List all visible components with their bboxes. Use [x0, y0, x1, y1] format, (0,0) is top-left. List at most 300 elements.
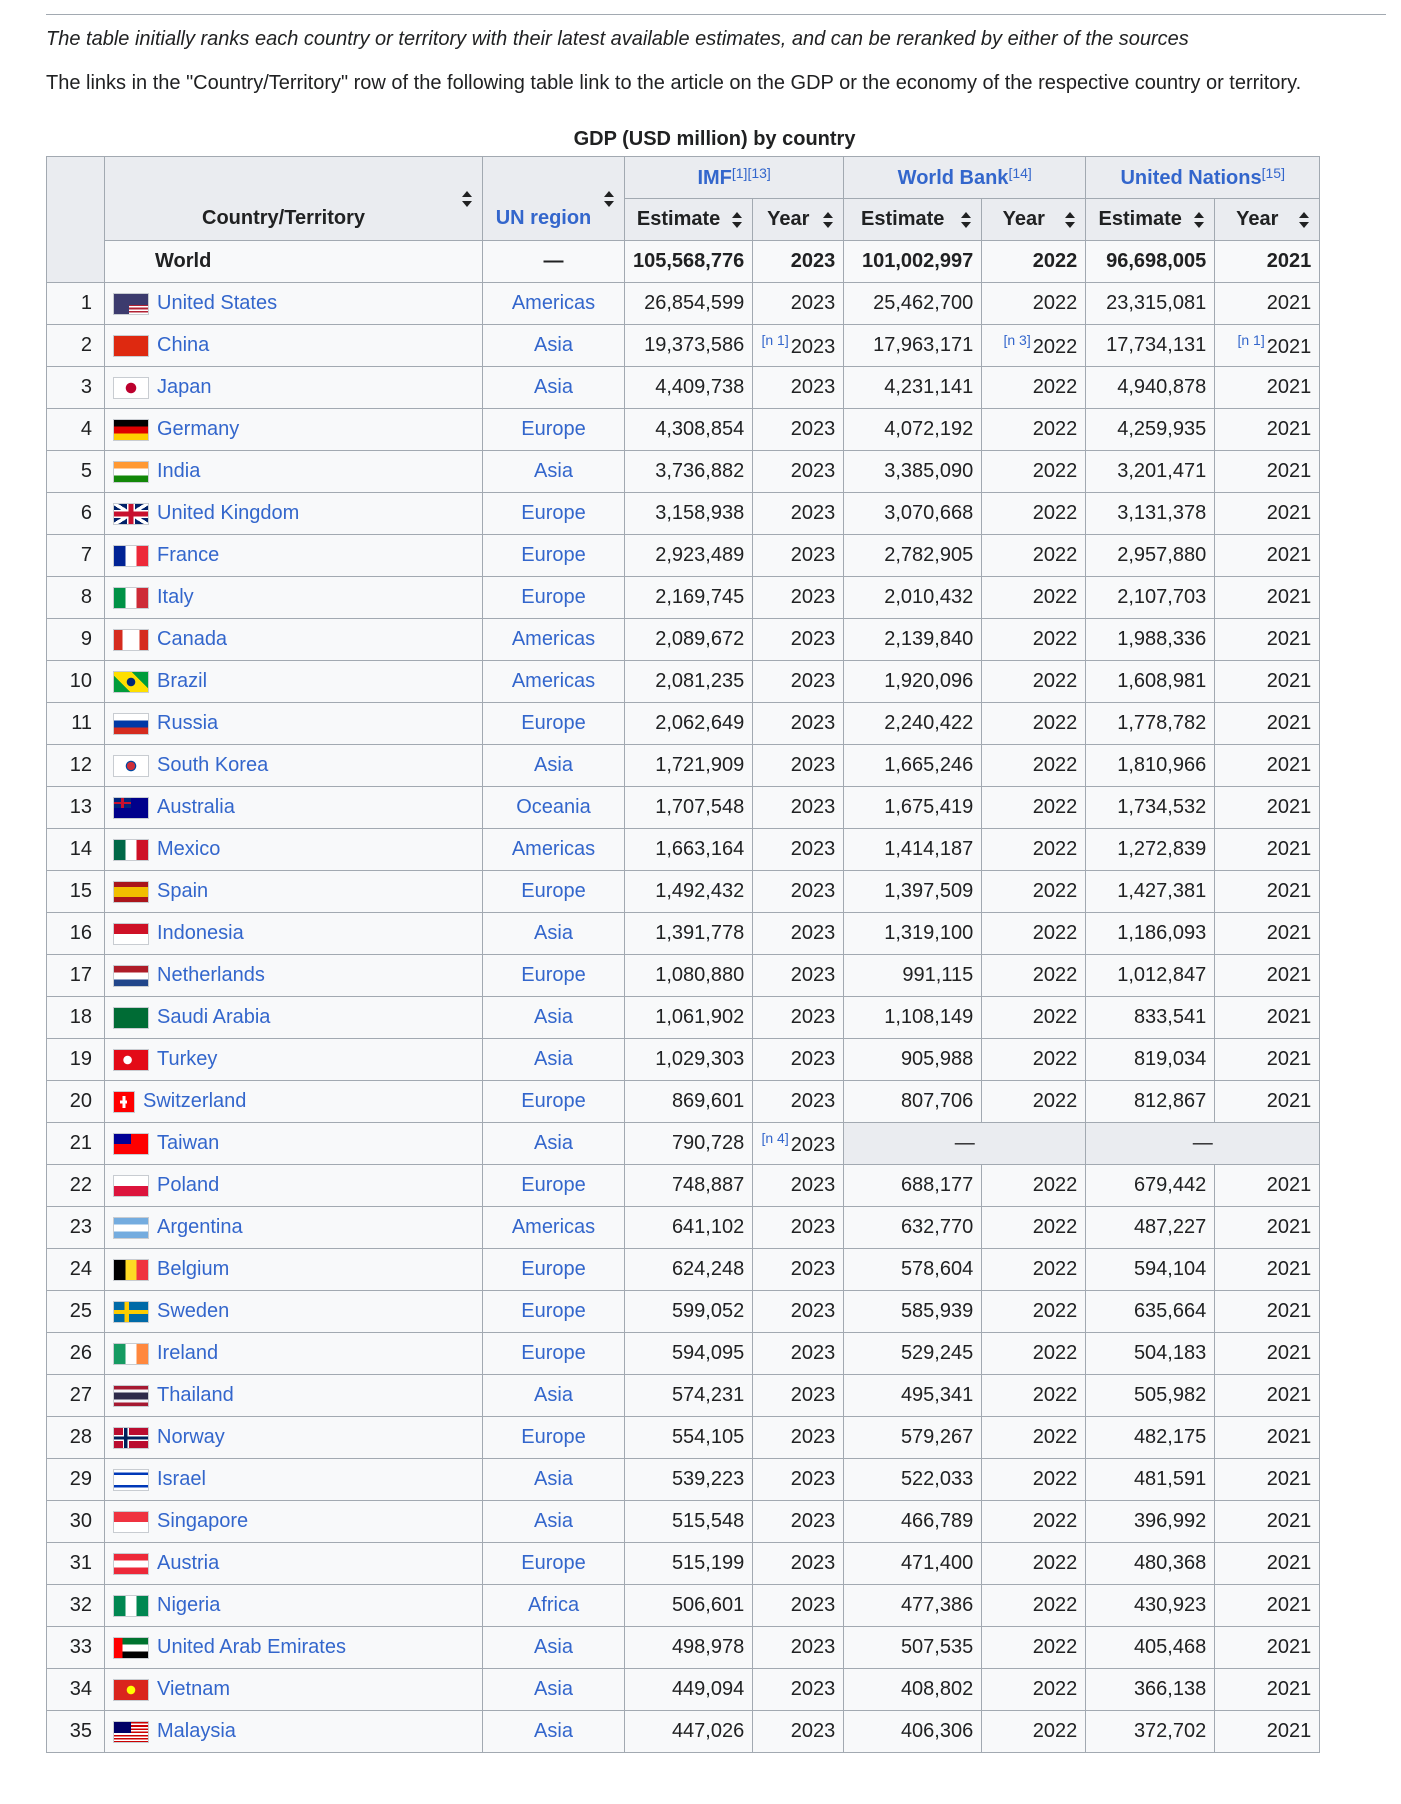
region-cell — [483, 1459, 625, 1501]
un-year-cell — [1215, 1543, 1320, 1585]
country-link[interactable]: Austria — [157, 1552, 220, 1574]
rank-cell: 3 — [47, 367, 105, 409]
un-estimate-cell: 1,186,093 — [1086, 913, 1215, 955]
imf-estimate-cell: 1,080,880 — [625, 955, 753, 997]
year-value: 2021 — [1266, 1300, 1312, 1322]
year-value: 2021 — [1266, 292, 1312, 314]
region-link[interactable]: Europe — [521, 1342, 586, 1364]
imf-year-cell — [753, 283, 844, 325]
wb-year-cell — [982, 955, 1086, 997]
table-row — [47, 1081, 1320, 1123]
un-source-header — [1086, 157, 1320, 199]
year-value: 2022 — [1032, 418, 1078, 440]
year-value: 2021 — [1266, 628, 1312, 650]
un-estimate-cell: 1,012,847 — [1086, 955, 1215, 997]
country-link[interactable]: South Korea — [157, 754, 269, 776]
rank-cell: 2 — [47, 325, 105, 367]
flag-kr-icon — [113, 755, 149, 777]
country-link[interactable]: United States — [157, 292, 278, 314]
year-value: 2022 — [1032, 1678, 1078, 1700]
region-link[interactable]: Americas — [511, 838, 596, 860]
region-link[interactable]: Asia — [534, 1636, 573, 1658]
un-estimate-cell: 1,988,336 — [1086, 619, 1215, 661]
region-link[interactable]: Asia — [534, 754, 573, 776]
wb-estimate-cell: 578,604 — [844, 1249, 982, 1291]
year-value: 2021 — [1266, 1384, 1312, 1406]
un-ref[interactable]: [15] — [1261, 165, 1285, 181]
country-cell — [105, 367, 483, 409]
un-link[interactable]: United Nations — [1120, 167, 1262, 189]
flag-cn-icon — [113, 335, 149, 357]
un-year-cell — [1215, 367, 1320, 409]
un-estimate-cell: 1,608,981 — [1086, 661, 1215, 703]
imf-year-cell — [753, 619, 844, 661]
table-row — [47, 1291, 1320, 1333]
country-link[interactable]: Argentina — [157, 1216, 243, 1238]
region-link[interactable]: Asia — [534, 376, 573, 398]
region-cell — [483, 409, 625, 451]
region-cell — [483, 1501, 625, 1543]
rank-cell: 12 — [47, 745, 105, 787]
country-link[interactable]: Poland — [157, 1174, 220, 1196]
wb-estimate-cell: 688,177 — [844, 1165, 982, 1207]
un-year-cell — [1215, 829, 1320, 871]
footnote-link[interactable]: [n 1] — [1237, 332, 1265, 348]
year-value: 2022 — [1032, 880, 1078, 902]
wb-year-header[interactable] — [982, 199, 1086, 241]
region-cell — [483, 1291, 625, 1333]
flag-il-icon — [113, 1469, 149, 1491]
country-link[interactable]: Saudi Arabia — [157, 1006, 271, 1028]
un-year-cell — [1215, 1459, 1320, 1501]
table-row — [47, 1123, 1320, 1165]
wb-estimate-cell: 495,341 — [844, 1375, 982, 1417]
country-cell — [105, 997, 483, 1039]
region-cell — [483, 1207, 625, 1249]
country-cell — [105, 1669, 483, 1711]
flag-es-icon — [113, 881, 149, 903]
country-cell — [105, 619, 483, 661]
wb-estimate-cell: 529,245 — [844, 1333, 982, 1375]
table-row — [47, 493, 1320, 535]
sort-arrows-icon[interactable] — [961, 211, 971, 229]
year-value: 2022 — [1032, 1426, 1078, 1448]
un-estimate-cell: 3,131,378 — [1086, 493, 1215, 535]
country-link[interactable]: Switzerland — [143, 1090, 247, 1112]
region-link[interactable]: Asia — [534, 1006, 573, 1028]
country-link[interactable]: Singapore — [157, 1510, 249, 1532]
imf-estimate-cell: 515,199 — [625, 1543, 753, 1585]
region-link[interactable]: Europe — [521, 418, 586, 440]
wb-year-cell — [982, 283, 1086, 325]
country-cell — [105, 703, 483, 745]
footnote-link[interactable]: [n 1] — [761, 332, 789, 348]
un-missing-cell: — — [1086, 1123, 1320, 1165]
region-cell — [483, 1669, 625, 1711]
country-link[interactable]: Brazil — [157, 670, 208, 692]
region-column-header[interactable] — [483, 157, 625, 241]
wb-year-cell — [982, 745, 1086, 787]
region-link[interactable]: Americas — [511, 670, 596, 692]
year-value: 2021 — [1266, 754, 1312, 776]
imf-link[interactable]: IMF — [697, 167, 732, 189]
region-cell — [483, 1123, 625, 1165]
year-value: 2023 — [790, 712, 836, 734]
imf-year-cell — [753, 829, 844, 871]
flag-tr-icon — [113, 1049, 149, 1071]
flag-ca-icon — [113, 629, 149, 651]
imf-estimate-cell: 1,061,902 — [625, 997, 753, 1039]
region-cell — [483, 325, 625, 367]
wb-year-cell — [982, 1039, 1086, 1081]
region-cell — [483, 1627, 625, 1669]
year-value: 2022 — [1032, 1174, 1078, 1196]
wb-estimate-cell: 1,319,100 — [844, 913, 982, 955]
country-link[interactable]: Turkey — [157, 1048, 218, 1070]
world-wb-year: 2022 — [982, 241, 1086, 283]
region-link[interactable]: Oceania — [516, 796, 591, 818]
un-estimate-cell: 430,923 — [1086, 1585, 1215, 1627]
un-estimate-cell: 481,591 — [1086, 1459, 1215, 1501]
flag-no-icon — [113, 1427, 149, 1449]
un-year-cell — [1215, 1711, 1320, 1753]
region-cell — [483, 829, 625, 871]
sort-arrows-icon[interactable] — [1194, 211, 1204, 229]
wb-year-cell — [982, 997, 1086, 1039]
world-row — [47, 241, 1320, 283]
country-link[interactable]: Vietnam — [157, 1678, 231, 1700]
year-value: 2022 — [1032, 712, 1078, 734]
flag-ae-icon — [113, 1637, 149, 1659]
region-link[interactable]: Europe — [521, 1426, 586, 1448]
un-year-cell — [1215, 787, 1320, 829]
region-link[interactable]: Asia — [534, 334, 573, 356]
region-link[interactable]: Europe — [521, 544, 586, 566]
region-link[interactable]: Europe — [521, 964, 586, 986]
flag-my-icon — [113, 1721, 149, 1743]
year-label: Year — [1002, 208, 1045, 230]
country-link[interactable]: Germany — [157, 418, 240, 440]
rank-cell: 11 — [47, 703, 105, 745]
country-link[interactable]: Ireland — [157, 1342, 219, 1364]
flag-jp-icon — [113, 377, 149, 399]
country-link[interactable]: Netherlands — [157, 964, 265, 986]
un-estimate-cell: 482,175 — [1086, 1417, 1215, 1459]
region-link[interactable]: Europe — [521, 586, 586, 608]
year-value: 2022 — [1032, 1552, 1078, 1574]
wb-estimate-cell: 3,070,668 — [844, 493, 982, 535]
un-estimate-cell: 1,272,839 — [1086, 829, 1215, 871]
country-link[interactable]: Norway — [157, 1426, 225, 1448]
region-link[interactable]: Asia — [534, 1510, 573, 1532]
flag-sa-icon — [113, 1007, 149, 1029]
year-value: 2022 — [1032, 544, 1078, 566]
region-link[interactable]: Europe — [521, 712, 586, 734]
region-link[interactable]: Americas — [511, 1216, 596, 1238]
region-link[interactable]: Europe — [521, 880, 586, 902]
country-link[interactable]: Malaysia — [157, 1720, 236, 1742]
wb-estimate-cell: 1,397,509 — [844, 871, 982, 913]
flag-nl-icon — [113, 965, 149, 987]
country-column-header[interactable] — [105, 157, 483, 241]
sort-arrows-icon[interactable] — [732, 211, 742, 229]
country-link[interactable]: Taiwan — [157, 1132, 220, 1154]
imf-year-cell — [753, 1375, 844, 1417]
imf-estimate-cell: 574,231 — [625, 1375, 753, 1417]
sort-arrows-icon[interactable] — [1065, 211, 1075, 229]
rank-cell: 28 — [47, 1417, 105, 1459]
un-year-cell — [1215, 661, 1320, 703]
country-cell — [105, 1375, 483, 1417]
imf-ref[interactable]: [1][13] — [731, 165, 771, 181]
flag-us-icon — [113, 293, 149, 315]
region-cell — [483, 1585, 625, 1627]
country-cell — [105, 787, 483, 829]
imf-year-cell — [753, 1081, 844, 1123]
worldbank-ref[interactable]: [14] — [1008, 165, 1032, 181]
imf-estimate-cell: 539,223 — [625, 1459, 753, 1501]
flag-ar-icon — [113, 1217, 149, 1239]
year-value: 2021 — [1266, 1090, 1312, 1112]
region-link[interactable]: Europe — [521, 1258, 586, 1280]
wb-estimate-cell: 2,010,432 — [844, 577, 982, 619]
year-value: 2021 — [1266, 670, 1312, 692]
year-value: 2022 — [1032, 1384, 1078, 1406]
un-estimate-cell: 3,201,471 — [1086, 451, 1215, 493]
wb-year-cell — [982, 1207, 1086, 1249]
un-year-cell — [1215, 1669, 1320, 1711]
country-link[interactable]: Italy — [157, 586, 194, 608]
imf-year-header[interactable] — [753, 199, 844, 241]
sort-arrows-icon[interactable] — [462, 190, 472, 208]
flag-in-icon — [113, 461, 149, 483]
sort-arrows-icon[interactable] — [604, 190, 614, 208]
footnote-link[interactable]: [n 4] — [761, 1130, 789, 1146]
wb-year-cell — [982, 1459, 1086, 1501]
region-link[interactable]: Asia — [534, 1678, 573, 1700]
region-link[interactable]: Asia — [534, 1384, 573, 1406]
country-link[interactable]: Mexico — [157, 838, 221, 860]
wb-year-cell — [982, 409, 1086, 451]
rank-cell: 4 — [47, 409, 105, 451]
year-value: 2022 — [1032, 586, 1078, 608]
country-link[interactable]: Japan — [157, 376, 212, 398]
wb-estimate-cell: 2,139,840 — [844, 619, 982, 661]
year-value: 2023 — [790, 1090, 836, 1112]
wb-estimate-cell: 507,535 — [844, 1627, 982, 1669]
wb-estimate-cell: 4,072,192 — [844, 409, 982, 451]
imf-year-cell — [753, 997, 844, 1039]
region-link[interactable]: Asia — [534, 1468, 573, 1490]
imf-year-cell — [753, 1543, 844, 1585]
intro-paragraph: The links in the "Country/Territory" row of the following table link to the article on the GDP or the economy of the respective country or territory. — [46, 72, 1302, 94]
wb-year-cell — [982, 1417, 1086, 1459]
flag-be-icon — [113, 1259, 149, 1281]
year-value: 2021 — [1266, 418, 1312, 440]
un-estimate-cell: 594,104 — [1086, 1249, 1215, 1291]
un-year-cell — [1215, 913, 1320, 955]
country-link[interactable]: Belgium — [157, 1258, 230, 1280]
year-value: 2022 — [1032, 1258, 1078, 1280]
table-row — [47, 1039, 1320, 1081]
un-year-cell — [1215, 325, 1320, 367]
region-link[interactable]: Asia — [534, 1048, 573, 1070]
region-link[interactable]: Americas — [511, 292, 596, 314]
wb-estimate-cell: 471,400 — [844, 1543, 982, 1585]
wb-year-cell — [982, 1627, 1086, 1669]
country-link[interactable]: Israel — [157, 1468, 206, 1490]
year-value: 2021 — [1266, 1510, 1312, 1532]
un-estimate-cell: 487,227 — [1086, 1207, 1215, 1249]
country-link[interactable]: Australia — [157, 796, 235, 818]
un-estimate-cell: 819,034 — [1086, 1039, 1215, 1081]
year-value: 2022 — [1032, 1048, 1078, 1070]
region-cell — [483, 661, 625, 703]
rank-cell: 8 — [47, 577, 105, 619]
year-value: 2023 — [790, 336, 836, 358]
rank-cell: 30 — [47, 1501, 105, 1543]
country-cell — [105, 1039, 483, 1081]
rank-cell: 14 — [47, 829, 105, 871]
table-row — [47, 661, 1320, 703]
worldbank-source-header — [844, 157, 1086, 199]
year-value: 2023 — [790, 1678, 836, 1700]
year-value: 2021 — [1266, 1342, 1312, 1364]
rank-cell: 16 — [47, 913, 105, 955]
region-link[interactable]: Asia — [534, 922, 573, 944]
year-value: 2023 — [790, 754, 836, 776]
wb-estimate-cell: 408,802 — [844, 1669, 982, 1711]
region-link[interactable]: Asia — [534, 1720, 573, 1742]
wb-estimate-cell: 585,939 — [844, 1291, 982, 1333]
table-row — [47, 367, 1320, 409]
region-cell — [483, 1711, 625, 1753]
wb-estimate-cell: 17,963,171 — [844, 325, 982, 367]
un-year-cell — [1215, 1585, 1320, 1627]
country-link[interactable]: United Kingdom — [157, 502, 300, 524]
year-value: 2022 — [1032, 1636, 1078, 1658]
year-value: 2021 — [1266, 460, 1312, 482]
region-link[interactable]: Europe — [521, 1090, 586, 1112]
imf-estimate-cell: 2,089,672 — [625, 619, 753, 661]
imf-estimate-cell: 506,601 — [625, 1585, 753, 1627]
country-link[interactable]: France — [157, 544, 220, 566]
un-estimate-cell: 4,259,935 — [1086, 409, 1215, 451]
region-link[interactable]: Asia — [534, 1132, 573, 1154]
un-estimate-header[interactable] — [1086, 199, 1215, 241]
year-value: 2021 — [1266, 964, 1312, 986]
year-value: 2022 — [1032, 628, 1078, 650]
region-link[interactable]: Europe — [521, 1300, 586, 1322]
region-link[interactable]: Africa — [527, 1594, 580, 1616]
un-year-header[interactable] — [1215, 199, 1320, 241]
region-link[interactable]: Europe — [521, 1552, 586, 1574]
country-link[interactable]: Thailand — [157, 1384, 234, 1406]
wb-estimate-cell: 477,386 — [844, 1585, 982, 1627]
un-estimate-cell: 2,957,880 — [1086, 535, 1215, 577]
sort-arrows-icon[interactable] — [823, 211, 833, 229]
country-cell — [105, 325, 483, 367]
rank-cell: 19 — [47, 1039, 105, 1081]
table-row — [47, 1459, 1320, 1501]
region-link[interactable]: Asia — [534, 460, 573, 482]
country-cell — [105, 745, 483, 787]
year-value: 2023 — [790, 796, 836, 818]
country-link[interactable]: Spain — [157, 880, 209, 902]
region-link[interactable]: Europe — [521, 1174, 586, 1196]
region-cell — [483, 955, 625, 997]
year-value: 2023 — [790, 880, 836, 902]
flag-pl-icon — [113, 1175, 149, 1197]
flag-ng-icon — [113, 1595, 149, 1617]
worldbank-link[interactable]: World Bank — [897, 167, 1009, 189]
country-link[interactable]: Nigeria — [157, 1594, 221, 1616]
country-link[interactable]: Canada — [157, 628, 228, 650]
imf-estimate-header[interactable] — [625, 199, 753, 241]
imf-estimate-cell: 1,391,778 — [625, 913, 753, 955]
wb-estimate-header[interactable] — [844, 199, 982, 241]
country-link[interactable]: India — [157, 460, 201, 482]
footnote-link[interactable]: [n 3] — [1003, 332, 1031, 348]
un-year-cell — [1215, 1039, 1320, 1081]
region-link[interactable]: Europe — [521, 502, 586, 524]
imf-estimate-cell: 790,728 — [625, 1123, 753, 1165]
year-value: 2021 — [1266, 1426, 1312, 1448]
imf-year-cell — [753, 1669, 844, 1711]
imf-year-cell — [753, 1501, 844, 1543]
wb-year-cell — [982, 367, 1086, 409]
imf-estimate-cell: 26,854,599 — [625, 283, 753, 325]
wb-year-cell — [982, 577, 1086, 619]
flag-ch-icon — [113, 1091, 135, 1113]
country-link[interactable]: Indonesia — [157, 922, 244, 944]
table-row — [47, 451, 1320, 493]
region-header-link[interactable]: UN region — [495, 207, 592, 229]
country-link[interactable]: United Arab Emirates — [157, 1636, 346, 1658]
flag-sg-icon — [113, 1511, 149, 1533]
year-value: 2022 — [1032, 1300, 1078, 1322]
year-value: 2021 — [1266, 502, 1312, 524]
estimate-label: Estimate — [636, 208, 721, 230]
imf-estimate-cell: 2,081,235 — [625, 661, 753, 703]
wb-year-cell — [982, 661, 1086, 703]
country-link[interactable]: Russia — [157, 712, 219, 734]
country-link[interactable]: China — [157, 334, 210, 356]
flag-at-icon — [113, 1553, 149, 1575]
year-value: 2022 — [1032, 336, 1078, 358]
region-link[interactable]: Americas — [511, 628, 596, 650]
table-row — [47, 955, 1320, 997]
wb-estimate-cell: 807,706 — [844, 1081, 982, 1123]
sort-arrows-icon[interactable] — [1299, 211, 1309, 229]
year-value: 2023 — [790, 1006, 836, 1028]
un-year-cell — [1215, 535, 1320, 577]
year-value: 2023 — [790, 1258, 836, 1280]
country-link[interactable]: Sweden — [157, 1300, 230, 1322]
year-value: 2023 — [790, 1594, 836, 1616]
imf-estimate-cell: 1,029,303 — [625, 1039, 753, 1081]
imf-year-cell — [753, 535, 844, 577]
country-cell — [105, 1417, 483, 1459]
wb-year-cell — [982, 1501, 1086, 1543]
wb-year-cell — [982, 787, 1086, 829]
imf-estimate-cell: 554,105 — [625, 1417, 753, 1459]
region-cell — [483, 913, 625, 955]
rank-cell: 10 — [47, 661, 105, 703]
rank-cell: 20 — [47, 1081, 105, 1123]
year-value: 2021 — [1266, 1468, 1312, 1490]
un-year-cell — [1215, 1081, 1320, 1123]
